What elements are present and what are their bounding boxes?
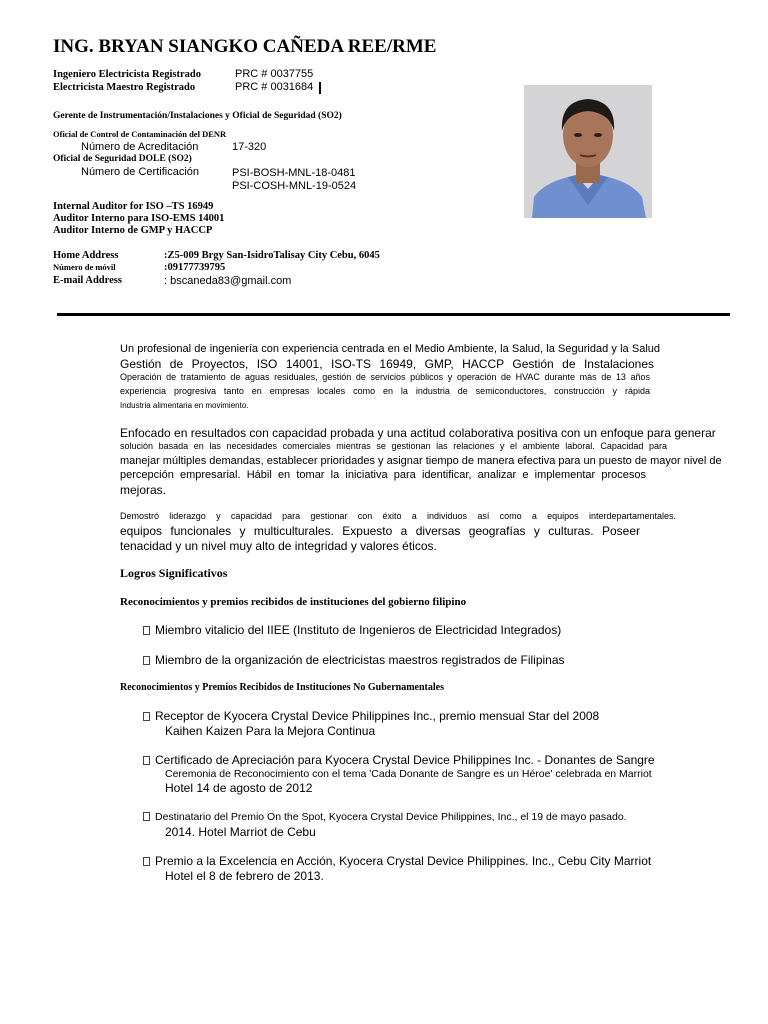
gov-awards-title: Reconocimientos y premios recibidos de instituciones del gobierno filipino — [120, 596, 467, 608]
certification-value-2: PSI-COSH-MNL-19-0524 — [232, 180, 357, 192]
ngo-award-item: Certificado de Apreciación para Kyocera Crystal Device Philippines Inc. - Donantes de Sangre — [143, 753, 655, 767]
ngo-award-item: Destinatario del Premio On the Spot, Kyocera Crystal Device Philippines, Inc., el 19 de mayo pasado. — [143, 811, 627, 823]
achievements-title: Logros Significativos — [120, 566, 228, 580]
bullet-box-icon — [143, 656, 150, 665]
reg2-value: PRC # 0031684 — [235, 81, 314, 93]
summary-p3-line-1: Demostró liderazgo y capacidad para gestionar con éxito a individuos así como a equipos interdepartamentales. — [120, 511, 676, 521]
bullet-box-icon — [143, 812, 150, 821]
ngo-award-item-continued: 2014. Hotel Marriot de Cebu — [165, 825, 316, 839]
summary-p2-line-2: solución basada en las necesidades comerciales mientras se gestionan las relaciones y el ambiente laboral. Capacidad para — [120, 441, 667, 451]
reg1-value: PRC # 0037755 — [235, 68, 314, 80]
reg2-label: Electricista Maestro Registrado — [53, 82, 196, 93]
certification-label: Número de Certificación — [81, 166, 199, 178]
text-cursor — [319, 82, 321, 94]
summary-p2-line-4: percepción empresarial. Hábil en tomar la iniciativa para identificar, analizar e implementar procesos — [120, 469, 646, 481]
mobile-label: Número de móvil — [53, 262, 116, 272]
summary-p3-line-3: tenacidad y un nivel muy alto de integridad y valores éticos. — [120, 539, 437, 553]
denr-label: Oficial de Control de Contaminación del DENR — [53, 129, 227, 139]
auditor-line-1: Internal Auditor for ISO –TS 16949 — [53, 201, 214, 212]
position-title: Gerente de Instrumentación/Instalaciones y Oficial de Seguridad (SO2) — [53, 111, 342, 121]
ngo-award-item-continued: Hotel 14 de agosto de 2012 — [165, 781, 313, 795]
reg1-label: Ingeniero Electricista Registrado — [53, 69, 201, 80]
accreditation-label: Número de Acreditación — [81, 141, 199, 153]
bullet-box-icon — [143, 756, 150, 765]
summary-p2-line-5: mejoras. — [120, 483, 167, 497]
ngo-award-item-continued: Kaihen Kaizen Para la Mejora Continua — [165, 724, 376, 738]
email-label: E-mail Address — [53, 275, 122, 286]
person-portrait-icon — [524, 85, 652, 218]
gov-award-item: Miembro vitalicio del IIEE (Instituto de Ingenieros de Electricidad Integrados) — [143, 623, 561, 637]
summary-line-2: Gestión de Proyectos, ISO 14001, ISO-TS 16949, GMP, HACCP Gestión de Instalaciones — [120, 357, 654, 371]
summary-p2-line-1: Enfocado en resultados con capacidad probada y una actitud colaborativa positiva con un enfoque para generar — [120, 426, 716, 440]
profile-photo — [524, 85, 652, 218]
summary-p3-line-2: equipos funcionales y multiculturales. Expuesto a diversas geografías y culturas. Poseer — [120, 524, 640, 538]
ngo-award-item-continued: Ceremonia de Reconocimiento con el tema 'Cada Donante de Sangre es un Héroe' celebrada en Marriot — [165, 768, 652, 780]
home-address-value: :Z5-009 Brgy San-IsidroTalisay City Cebu, 6045 — [164, 250, 380, 261]
section-divider — [57, 313, 730, 316]
certification-value-1: PSI-BOSH-MNL-18-0481 — [232, 167, 356, 179]
summary-line-1: Un profesional de ingeniería con experiencia centrada en el Medio Ambiente, la Salud, la Seguridad y la Salud — [120, 343, 660, 355]
bullet-box-icon — [143, 626, 150, 635]
ngo-award-item: Premio a la Excelencia en Acción, Kyocera Crystal Device Philippines. Inc., Cebu City Marriot — [143, 854, 651, 868]
auditor-line-2: Auditor Interno para ISO-EMS 14001 — [53, 213, 225, 224]
home-address-label: Home Address — [53, 250, 119, 261]
summary-line-3: Operación de tratamiento de aguas residuales, gestión de servicios públicos y operación de HVAC durante más de 13 años — [120, 372, 650, 382]
ngo-award-item: Receptor de Kyocera Crystal Device Philippines Inc., premio mensual Star del 2008 — [143, 709, 599, 723]
bullet-box-icon — [143, 712, 150, 721]
auditor-line-3: Auditor Interno de GMP y HACCP — [53, 225, 213, 236]
mobile-value: :09177739795 — [164, 262, 226, 273]
email-value: : bscaneda83@gmail.com — [164, 275, 292, 287]
summary-line-5: Industria alimentaria en movimiento. — [120, 401, 249, 410]
bullet-box-icon — [143, 857, 150, 866]
accreditation-value: 17-320 — [232, 141, 267, 153]
gov-award-item: Miembro de la organización de electricistas maestros registrados de Filipinas — [143, 653, 565, 667]
summary-p2-line-3: manejar múltiples demandas, establecer prioridades y asignar tiempo de manera efectiva para un puesto de mayor nivel de — [120, 455, 722, 467]
dole-label: Oficial de Seguridad DOLE (SO2) — [53, 154, 192, 164]
summary-line-4: experiencia progresiva tanto en empresas locales como en la industria de semiconductores, construcción y rápida — [120, 386, 650, 396]
ngo-award-item-continued: Hotel el 8 de febrero de 2013. — [165, 869, 324, 883]
ngo-awards-title: Reconocimientos y Premios Recibidos de Instituciones No Gubernamentales — [120, 682, 444, 693]
resume-name: ING. BRYAN SIANGKO CAÑEDA REE/RME — [53, 36, 437, 57]
